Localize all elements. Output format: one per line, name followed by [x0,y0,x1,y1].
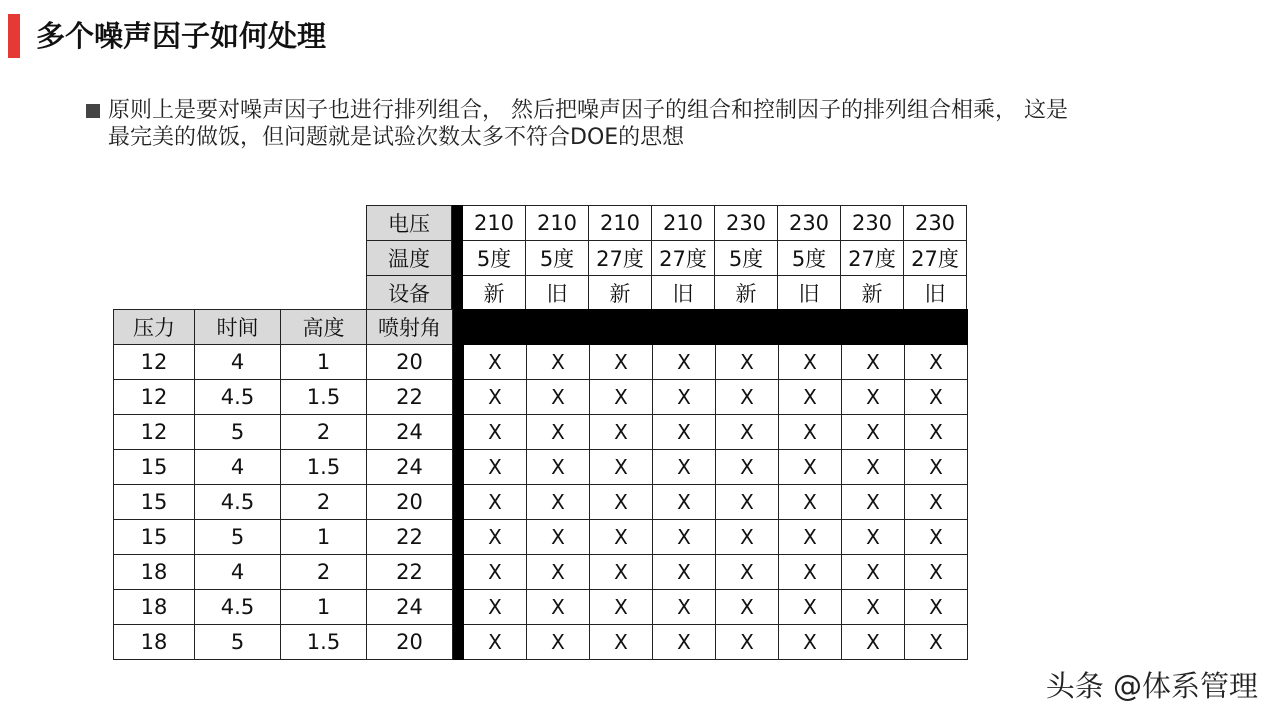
control-factor-value: 4 [195,555,281,590]
combination-mark: X [590,555,653,590]
combination-mark: X [527,415,590,450]
combination-mark: X [653,345,716,380]
combination-mark: X [590,520,653,555]
combination-mark: X [464,380,527,415]
combination-mark: X [527,345,590,380]
noise-factor-value: 230 [715,206,778,241]
combination-mark: X [590,590,653,625]
noise-factor-value: 230 [904,206,967,241]
combination-mark: X [464,415,527,450]
control-factor-value: 1 [281,345,367,380]
table-row [114,345,968,380]
control-factor-value: 24 [367,590,453,625]
combination-mark: X [716,590,779,625]
noise-factor-value: 27度 [841,241,904,276]
combination-mark: X [905,520,968,555]
noise-factor-table [366,205,967,311]
combination-mark: X [716,380,779,415]
table-divider [453,625,464,660]
table-row [114,520,968,555]
table-divider [453,555,464,590]
combination-mark: X [590,415,653,450]
noise-factor-value: 旧 [904,276,967,311]
noise-factor-value: 5度 [778,241,841,276]
title-accent-bar [8,14,20,58]
combination-mark: X [842,485,905,520]
combination-mark: X [905,415,968,450]
combination-mark: X [653,555,716,590]
control-factor-value: 12 [114,415,195,450]
control-factor-value: 20 [367,625,453,660]
combination-mark: X [527,520,590,555]
combination-mark: X [842,555,905,590]
square-bullet-icon [86,104,100,118]
combination-mark: X [905,625,968,660]
control-factor-value: 18 [114,590,195,625]
table-divider [453,450,464,485]
combination-mark: X [905,380,968,415]
combination-mark: X [779,625,842,660]
noise-factor-value: 5度 [715,241,778,276]
combination-mark: X [464,485,527,520]
control-factor-value: 1 [281,590,367,625]
table-divider [453,345,464,380]
combination-mark: X [716,520,779,555]
combination-mark: X [779,380,842,415]
combination-mark: X [590,625,653,660]
control-factor-value: 18 [114,555,195,590]
page-title: 多个噪声因子如何处理 [36,19,327,53]
control-factor-value: 4 [195,450,281,485]
control-factor-value: 18 [114,625,195,660]
control-factor-value: 1 [281,520,367,555]
combination-mark: X [464,590,527,625]
noise-factor-value: 新 [463,276,526,311]
table-divider [453,380,464,415]
combination-mark: X [716,450,779,485]
control-factor-value: 12 [114,345,195,380]
table-divider [452,276,463,311]
control-factor-value: 5 [195,415,281,450]
combination-mark: X [653,485,716,520]
combination-mark: X [527,380,590,415]
table-divider [453,590,464,625]
noise-factor-label: 温度 [367,241,452,276]
control-factor-value: 4.5 [195,380,281,415]
combination-mark: X [653,590,716,625]
control-factor-value: 15 [114,450,195,485]
control-factor-value: 24 [367,450,453,485]
combination-mark: X [779,520,842,555]
noise-factor-value: 27度 [904,241,967,276]
bullet-text [108,97,1188,151]
combination-mark: X [464,345,527,380]
combination-mark: X [905,485,968,520]
combination-mark: X [716,625,779,660]
table-row [114,485,968,520]
combination-mark: X [464,520,527,555]
control-factor-value: 4 [195,345,281,380]
table-row [114,625,968,660]
control-factor-value: 22 [367,520,453,555]
combination-mark: X [842,415,905,450]
control-factor-value: 24 [367,415,453,450]
combination-mark: X [590,485,653,520]
table-divider [452,206,463,241]
control-factor-value: 22 [367,380,453,415]
table-row [114,415,968,450]
noise-factor-value: 210 [526,206,589,241]
control-factor-value: 5 [195,520,281,555]
table-divider [452,241,463,276]
bullet-text-line-2: 最完美的做饭，但问题就是试验次数太多不符合DOE的思想 [108,125,685,150]
combination-mark: X [716,555,779,590]
column-header: 高度 [281,310,367,345]
control-factor-value: 2 [281,555,367,590]
control-factor-value: 4.5 [195,590,281,625]
combination-mark: X [905,590,968,625]
noise-factor-label: 设备 [367,276,452,311]
combination-mark: X [653,625,716,660]
combination-mark: X [527,625,590,660]
combination-mark: X [779,590,842,625]
combination-mark: X [590,450,653,485]
column-header: 喷射角 [367,310,453,345]
noise-factor-value: 27度 [652,241,715,276]
noise-factor-value: 27度 [589,241,652,276]
noise-factor-row [367,241,967,276]
combination-mark: X [527,485,590,520]
noise-factor-value: 210 [589,206,652,241]
control-factor-value: 1.5 [281,450,367,485]
combination-mark: X [653,450,716,485]
combination-mark: X [464,555,527,590]
noise-factor-value: 230 [841,206,904,241]
combination-mark: X [842,590,905,625]
combination-mark: X [716,345,779,380]
noise-factor-value: 230 [778,206,841,241]
control-factor-header-row [114,310,968,345]
combination-mark: X [842,625,905,660]
combination-mark: X [716,415,779,450]
table-row [114,590,968,625]
table-row [114,450,968,485]
watermark: 头条 @体系管理 [1045,669,1258,703]
control-factor-value: 15 [114,520,195,555]
combination-mark: X [905,555,968,590]
bullet-text-line-1: 原则上是要对噪声因子也进行排列组合， 然后把噪声因子的组合和控制因子的排列组合相乘， 这是 [108,98,1068,123]
table-divider [453,520,464,555]
combination-mark: X [779,555,842,590]
combination-mark: X [464,450,527,485]
control-factor-value: 2 [281,415,367,450]
combination-mark: X [716,485,779,520]
table-row [114,380,968,415]
combination-mark: X [590,380,653,415]
combination-mark: X [905,450,968,485]
noise-factor-value: 5度 [463,241,526,276]
combination-mark: X [653,520,716,555]
combination-mark: X [905,345,968,380]
noise-factor-value: 旧 [652,276,715,311]
table-divider [453,485,464,520]
combination-mark: X [653,415,716,450]
combination-mark: X [527,555,590,590]
table-divider [453,310,464,345]
table-divider [453,415,464,450]
column-header: 压力 [114,310,195,345]
combination-mark: X [842,380,905,415]
combination-mark: X [527,450,590,485]
control-factor-value: 22 [367,555,453,590]
noise-factor-value: 旧 [778,276,841,311]
combination-mark: X [464,625,527,660]
table-row [114,555,968,590]
noise-factor-value: 新 [589,276,652,311]
control-factor-value: 1.5 [281,380,367,415]
control-factor-value: 2 [281,485,367,520]
noise-factor-value: 新 [715,276,778,311]
noise-factor-value: 210 [463,206,526,241]
combination-mark: X [779,415,842,450]
control-factor-value: 20 [367,345,453,380]
noise-factor-value: 新 [841,276,904,311]
combination-mark: X [779,485,842,520]
control-factor-table [113,309,968,660]
control-factor-value: 4.5 [195,485,281,520]
control-factor-value: 5 [195,625,281,660]
combination-mark: X [527,590,590,625]
combination-mark: X [842,345,905,380]
noise-factor-value: 旧 [526,276,589,311]
control-factor-value: 1.5 [281,625,367,660]
header-black-bar [464,310,968,345]
control-factor-value: 12 [114,380,195,415]
combination-mark: X [779,450,842,485]
noise-factor-value: 5度 [526,241,589,276]
control-factor-value: 15 [114,485,195,520]
column-header: 时间 [195,310,281,345]
combination-mark: X [590,345,653,380]
noise-factor-row [367,206,967,241]
combination-mark: X [653,380,716,415]
control-factor-value: 20 [367,485,453,520]
noise-factor-label: 电压 [367,206,452,241]
combination-mark: X [842,520,905,555]
noise-factor-row [367,276,967,311]
combination-mark: X [842,450,905,485]
noise-factor-value: 210 [652,206,715,241]
combination-mark: X [779,345,842,380]
